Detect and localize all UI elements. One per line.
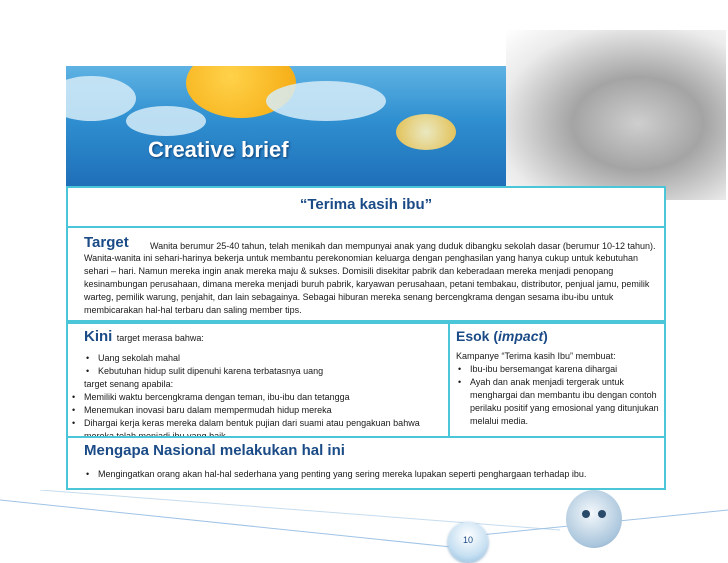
esok-label (456, 328, 548, 344)
mengapa-label: Mengapa Nasional melakukan hal ini (84, 442, 345, 459)
mengapa-section (66, 436, 666, 490)
esok-intro: Kampanye “Terima kasih Ibu” membuat: (456, 351, 616, 361)
esok-list (452, 363, 660, 428)
list-item: • Uang sekolah mahal (80, 352, 442, 365)
robot-icon (566, 490, 622, 548)
cloud-shape (126, 106, 206, 136)
list-item: • Dihargai kerja keras mereka dalam bentuk pujian dari suami atau pengakuan bahwa (66, 417, 442, 443)
esok-label-start: Esok ( (456, 328, 499, 344)
kini-tail: target senang apabila: (84, 379, 174, 389)
target-header (84, 234, 656, 252)
list-item: • Ayah dan anak menjadi tergerak untuk menghargai dan membantu ibu dengan contoh perilaku positif yang emosional yang ditunjukan melalui media. (452, 376, 660, 428)
list-item: • Mengingatkan orang akan hal-hal sederhana yang penting yang sering mereka lupakan seperti penghargaan terhadap ibu. (80, 468, 658, 481)
list-item: • Menemukan inovasi baru dalam mempermudah hidup mereka (66, 404, 442, 417)
mengapa-list (80, 468, 658, 481)
banner-title: Creative brief (148, 137, 289, 162)
cloud-shape (266, 81, 386, 121)
kini-header (84, 328, 204, 346)
robot-eye (598, 510, 606, 518)
kini-section (66, 322, 450, 438)
list-item: • Memiliki waktu bercengkrama dengan teman, ibu-ibu dan tetangga (66, 391, 442, 404)
esok-section (448, 322, 666, 438)
decorative-line (0, 500, 480, 550)
moon-shape (396, 114, 456, 150)
target-first-line: Wanita berumur 25-40 tahun, telah menikah dan mempunyai anak yang duduk dibangku sekolah dasar (berumur 10-12 tahun). (150, 241, 656, 251)
kini-label: Kini (84, 328, 113, 345)
target-section (66, 226, 666, 322)
kini-list (80, 352, 442, 378)
header-banner (66, 66, 506, 186)
target-paragraph: Wanita-wanita ini sehari-harinya bekerja untuk membantu perekonomian keluarga dengan penghasilan yang hanya cukup untuk kebutuhan sehari – hari. Namun mereka ingin anak mereka maju & sukses. Domisili disekitar pabrik dan keberadaan mereka menjadi penopang kesinambungan perusahaan, dimana mereka menjadi buruh pabrik, karyawan perusahaan, petani tembakau, distributor, penjual jamu, pemilik warteg, pemilik warung, penjahit, dan lain sebagainya. Sebagai hiburan mereka senang bercengkrama dengan sesama ibu-ibu untuk membicarakan hal-hal terbaru dan saling member tips. (84, 253, 650, 315)
kini-sub: target merasa bahwa: (116, 333, 204, 343)
brief-heading: “Terima kasih ibu” (299, 196, 433, 213)
page-number: 10 (462, 535, 473, 545)
page-number-badge (448, 522, 488, 562)
esok-label-end: ) (543, 328, 548, 344)
target-label: Target (84, 234, 129, 251)
decorative-line (40, 490, 560, 530)
brief-title-box (66, 186, 666, 228)
esok-label-impact: impact (498, 328, 544, 344)
mother-child-photo (506, 30, 726, 200)
list-item: • Kebutuhan hidup sulit dipenuhi karena terbatasnya uang (80, 365, 442, 378)
robot-eye (582, 510, 590, 518)
cloud-shape (66, 76, 136, 121)
list-item: • Ibu-ibu bersemangat karena dihargai (452, 363, 660, 376)
